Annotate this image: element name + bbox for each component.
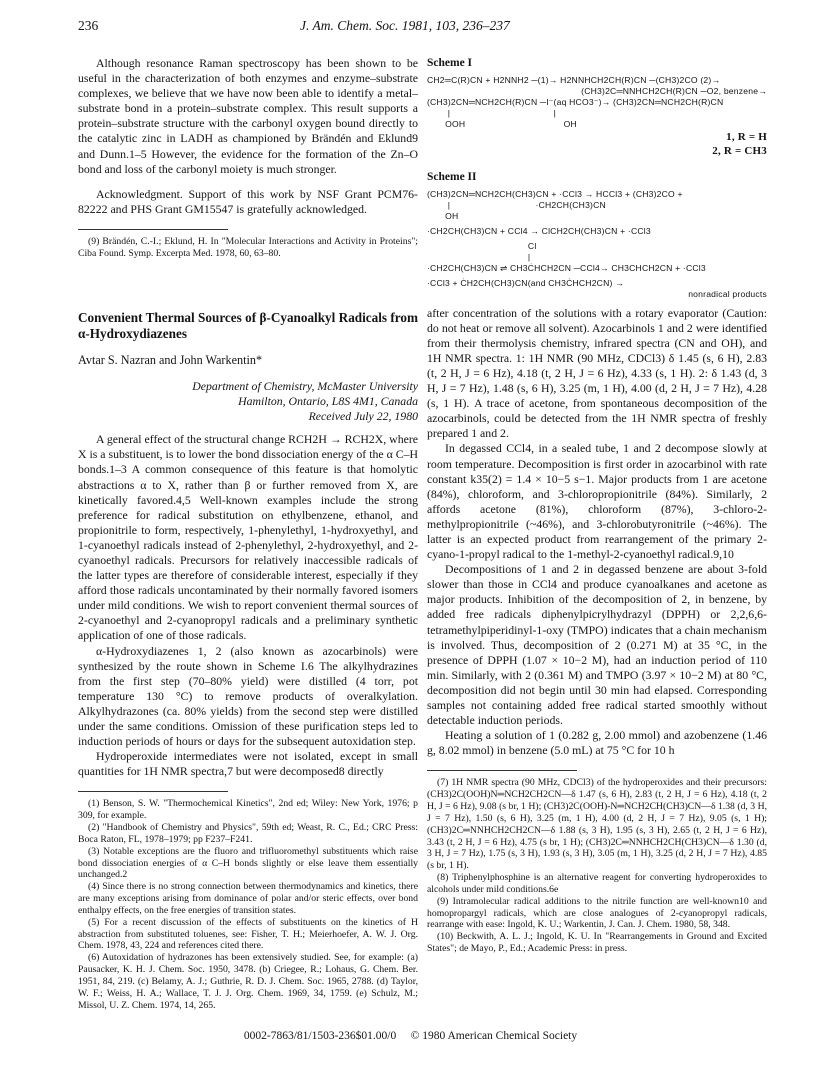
footnotes-right <box>427 777 767 954</box>
scheme-1-label: Scheme I <box>427 57 473 69</box>
scheme-line: nonradical products <box>688 288 767 299</box>
scheme-line: (CH3)2CN═NCH2CH(R)CN ─I⁻(aq HCO3⁻)→ (CH3)2CN═NCH2CH(R)CN <box>427 96 724 107</box>
article-code: 0002-7863/81/1503-236$01.00/0 <box>243 1030 397 1042</box>
page-footer <box>0 1030 821 1042</box>
affiliation-line-2: Hamilton, Ontario, L8S 4M1, Canada <box>238 394 418 409</box>
scheme-line: OH <box>427 210 459 221</box>
intro-paragraph: A general effect of the structural change RCH2H → RCH2X, where X is a substituent, is to lower the bond dissociation energy of the α C–H bonds.1–3 A common consequence of this feature is that homolytic abstractions α to X, rather than β or further removed from X, are kinetically favored.4,5 Well-known examples include the strong preference for radical substitution on ethylbenzene, ethanol, and propionitrile to form, respectively, 1-phenylethyl, 1-hydroxyethyl, and 1-cyanoethyl radicals instead of 2-phenylethyl, 2-hydroxyethyl, and 2-cyanoethyl radicals. Precursors for relatively inaccessible radicals of the latter types are therefore of considerable interest, especially if they afford those radicals uncontaminated by their normally favored isomers under mild conditions. We wish to report convenient thermal sources of 2-cyanoethyl and 2-cyanopropyl radicals and a preliminary synthetic application of one of those radicals. <box>78 432 418 643</box>
footnote: (3) Notable exceptions are the fluoro and trifluoromethyl substituents which raise bond dissociation energies of α C–H bonds slightly or else leave them essentially unchanged.2 <box>78 845 418 881</box>
article-title: Convenient Thermal Sources of β-Cyanoalkyl Radicals from α-Hydroxydiazenes <box>78 309 418 342</box>
scheme-2 <box>427 189 767 300</box>
page-header <box>0 18 821 38</box>
compound-1-label: 1, R = H <box>726 130 767 143</box>
scheme-line: CH2═C(R)CN + H2NNH2 ─(1)→ H2NNHCH2CH(R)CN ─(CH3)2CO (2)→ <box>427 74 721 85</box>
footnote: (1) Benson, S. W. "Thermochemical Kinetics", 2nd ed; Wiley: New York, 1976; p 309, for example. <box>78 798 418 822</box>
journal-citation: J. Am. Chem. Soc. 1981, 103, 236–237 <box>300 18 510 33</box>
scheme-line: | <box>427 251 531 262</box>
footnote: (2) "Handbook of Chemistry and Physics", 59th ed; Weast, R. C., Ed.; CRC Press: Boca Raton, FL, 1978–1979; pp F237–F241. <box>78 822 418 845</box>
left-column <box>78 56 418 1011</box>
footnote: (6) Autoxidation of hydrazones has been extensively studied. See, for example: (a) Pausacker, K. H. J. Chem. Soc. 1950, 3478. (b) Criegee, R.; Lohaus, G. Chem. Ber. 1951, 84, 219. (c) Belamy, A. J.; Guthrie, R. D. J. Chem. Soc. 1965, 2788. (d) Taylor, W. F.; Weiss, H. A.; Wallace, T. J. J. Org. Chem. 1969, 34, 1759. (e) Schulz, M.; Missol, U. Z. Chem. 1974, 14, 265. <box>78 952 418 1011</box>
previous-article-text: Although resonance Raman spectroscopy has been shown to be useful in the characterization of both enzymes and enzyme–substrate complexes, we believe that we have now been able to identify a metal–substrate bond in a protein–substrate complex. This result supports a protein–substrate structure with the carbonyl oxygen bound directly to the catalytic zinc in LADH as championed by Brändén and Eklund9 and Dunn.1–5 However, the evidence for the formation of the Zn–O bond and loss of the carbonyl moiety is much stronger. <box>78 56 418 176</box>
scheme-line: (CH3)2C═NNHCH2CH(R)CN ─O2, benzene→ <box>581 85 767 96</box>
footnote-rule <box>427 770 577 771</box>
scheme-line: OOH OH <box>427 118 577 129</box>
compound-2-label: 2, R = CH3 <box>712 144 767 157</box>
scheme-line: Cl <box>427 240 537 251</box>
scheme-1 <box>427 75 767 158</box>
ccl4-decomposition-paragraph: In degassed CCl4, in a sealed tube, 1 and 2 decompose slowly at room temperature. Decomposition is first order in azocarbinol with rate constant k35(2) = 1.4 × 10−5 s−1. Major products from 1 are acetone (84%), chloroform, and 3-chloropropionitrile (84%). Similarly, 2 affords acetone (81%), chloroform (87%), 3-chloro-2-methylpropionitrile (~46%), and 3-chlorobutyronitrile (~46%). The latter is an expected product from rearrangement of the primary 2-cyano-1-propyl radical to the 1-methyl-2-cyanoethyl radical.9,10 <box>427 441 767 562</box>
scheme-line: | | <box>427 107 557 118</box>
scheme-line: ·CCl3 + ĊH2CH(CH3)CN(and CH3ĊHCH2CN) → <box>427 277 624 288</box>
footnote: (8) Triphenylphosphine is an alternative reagent for converting hydroperoxides to alcohols under mild conditions.6e <box>427 872 767 895</box>
affiliation-line-1: Department of Chemistry, McMaster University <box>192 378 418 393</box>
hydroperoxide-paragraph: Hydroperoxide intermediates were not isolated, except in small quantities for 1H NMR spectra,7 but were decomposed8 directly <box>78 749 418 779</box>
scheme-2-label: Scheme II <box>427 170 477 183</box>
footnote-rule <box>78 791 228 792</box>
page-number: 236 <box>78 18 99 33</box>
footnote: (9) Intramolecular radical additions to the nitrile function are well-known10 and homopropargyl radicals, which are close analogues of 2-cyanopropyl radicals, rearrange with ease: Ingold, K. U.; Warkentin, J. Can. J. Chem. 1980, 58, 348. <box>427 895 767 931</box>
received-date: Received July 22, 1980 <box>308 409 418 424</box>
footnote: (7) 1H NMR spectra (90 MHz, CDCl3) of the hydroperoxides and their precursors: (CH3)2C(OOH)N═NCH2CH2CN—δ 1.47 (s, 6 H), 2.83 (t, 2 H, J = 6 Hz), 4.18 (t, 2 H, J = 6 Hz), 9.08 (s br, 1 H); (CH3)2C(OOH)-N═NCH2CH(CH3)CN—δ 1.38 (d, 3 H, J = 7 Hz), 1.50 (s, 6 H), 3.25 (m, 1 H), 4.00 (d, 2 H, J = 7 Hz), 9.05 (s, 1 H); (CH3)2C═NNHCH2CH2CN—δ 1.88 (s, 3 H), 1.95 (s, 3 H), 2.65 (t, 2 H, J = 6 Hz), 3.43 (t, 2 H, J = 6 Hz), 4.75 (s br, 1 H); (CH3)2C═NNHCH2CH(CH3)CN—δ 1.30 (d, 3 H, J = 7 Hz), 1.75 (s, 3 H), 1.93 (s, 3 H), 3.05 (m, 1 H), 3.25 (d, 2 H, J = 7 Hz), 4.85 (s br, 1 H). <box>427 777 767 872</box>
footnote: (5) For a recent discussion of the effects of substituents on the kinetics of H abstraction from substituted toluenes, see: Fisher, T. H.; Meierhoefer, A. W. J. Org. Chem. 1978, 43, 224 and references cited there. <box>78 916 418 952</box>
synthesis-paragraph: α-Hydroxydiazenes 1, 2 (also known as azocarbinols) were synthesized by the route shown in Scheme I.6 The alkylhydrazines from the first step (70–80% yield) were distilled (4 torr, pot temperature 130 °C) to remove products of overalkylation. Alkylhydrazones (ca. 80% yields) from the second step were distilled under the same conditions. Omission of these purification steps led to induction periods of hours or days for the subsequent autoxidation step. <box>78 643 418 749</box>
azobenzene-paragraph: Heating a solution of 1 (0.282 g, 2.00 mmol) and azobenzene (1.46 g, 8.02 mmol) in benzene (5.0 mL) at 75 °C for 10 h <box>427 728 767 758</box>
copyright: © 1980 American Chemical Society <box>410 1030 578 1042</box>
acknowledgment: Acknowledgment. Support of this work by NSF Grant PCM76-82222 and PHS Grant GM15547 is gratefully acknowledged. <box>78 186 418 216</box>
authors: Avtar S. Nazran and John Warkentin* <box>78 353 263 368</box>
scheme-line: | ·CH2CH(CH3)CN <box>427 199 606 210</box>
benzene-decomposition-paragraph: Decompositions of 1 and 2 in degassed benzene are about 3-fold slower than those in CCl4 and produce cyanoalkanes and acetone as major products. Inhibition of the decomposition of 2, in benzene, by added free radicals diphenylpicrylhydrazyl (DPPH) or 2,2,6,6-tetramethylpiperidinyl-1-oxy (TMPO) indicates that a chain mechanism is involved. Thus, decomposition of 2 (0.271 M) at 35 °C, in the presence of DPPH (1.07 × 10−2 M), had an induction period of 110 min. Similarly, with 2 (0.361 M) and TMPO (3.97 × 10−2 M) at 80 °C, decomposition did not begin until 30 min had elapsed. Corresponding samples not containing added free radical started smoothly without detectable induction periods. <box>427 562 767 728</box>
identification-paragraph: after concentration of the solutions with a rotary evaporator (Caution: do not heat or remove all solvent). Azocarbinols 1 and 2 were identified from their thermolysis chemistry, infrared spectra (CN and OH), and 1H NMR spectra. 1: 1H NMR (90 MHz, CDCl3) δ 1.45 (s, 6 H), 2.83 (t, 2 H, J = 6 Hz), 4.18 (t, 2 H, J = 6 Hz), 4.33 (s, 1 H). 2: δ 1.43 (d, 3 H, J = 7 Hz), 1.48 (s, 6 H), 3.25 (m, 1 H), 4.00 (d, 2 H, J = 7 Hz), 4.28 (s, 1 H). A trace of acetone, from spontaneous decomposition of the azocarbinols, could be detected from the 1H NMR spectra of freshly prepared 1 and 2. <box>427 305 767 441</box>
footnotes-left <box>78 798 418 1011</box>
scheme-line: (CH3)2CN═NCH2CH(CH3)CN + ·CCl3 → HCCl3 + (CH3)2CO + <box>427 188 683 199</box>
footnote: (4) Since there is no strong connection between thermodynamics and kinetics, there are many exceptions arising from dominance of polar and/or steric effects, over bond enthalpy effects, on the free energies of transition states. <box>78 881 418 916</box>
footnote: (10) Beckwith, A. L. J.; Ingold, K. U. In "Rearrangements in Ground and Excited States"; de Mayo, P., Ed.; Academic Press: in press. <box>427 931 767 954</box>
reference-9: (9) Brändén, C.-I.; Eklund, H. In "Molecular Interactions and Activity in Proteins"; Ciba Found. Symp. Excerpta Med. 1978, 60, 63–80. <box>78 235 418 259</box>
right-column <box>427 56 767 955</box>
scheme-line: ·CH2CH(CH3)CN ⇌ CH3ĊHCH2CN ─CCl4→ CH3CHCH2CN + ·CCl3 <box>427 262 706 273</box>
scheme-line: ·CH2CH(CH3)CN + CCl4 → ClCH2CH(CH3)CN + ·CCl3 <box>427 225 651 236</box>
footnote-rule <box>78 229 228 230</box>
